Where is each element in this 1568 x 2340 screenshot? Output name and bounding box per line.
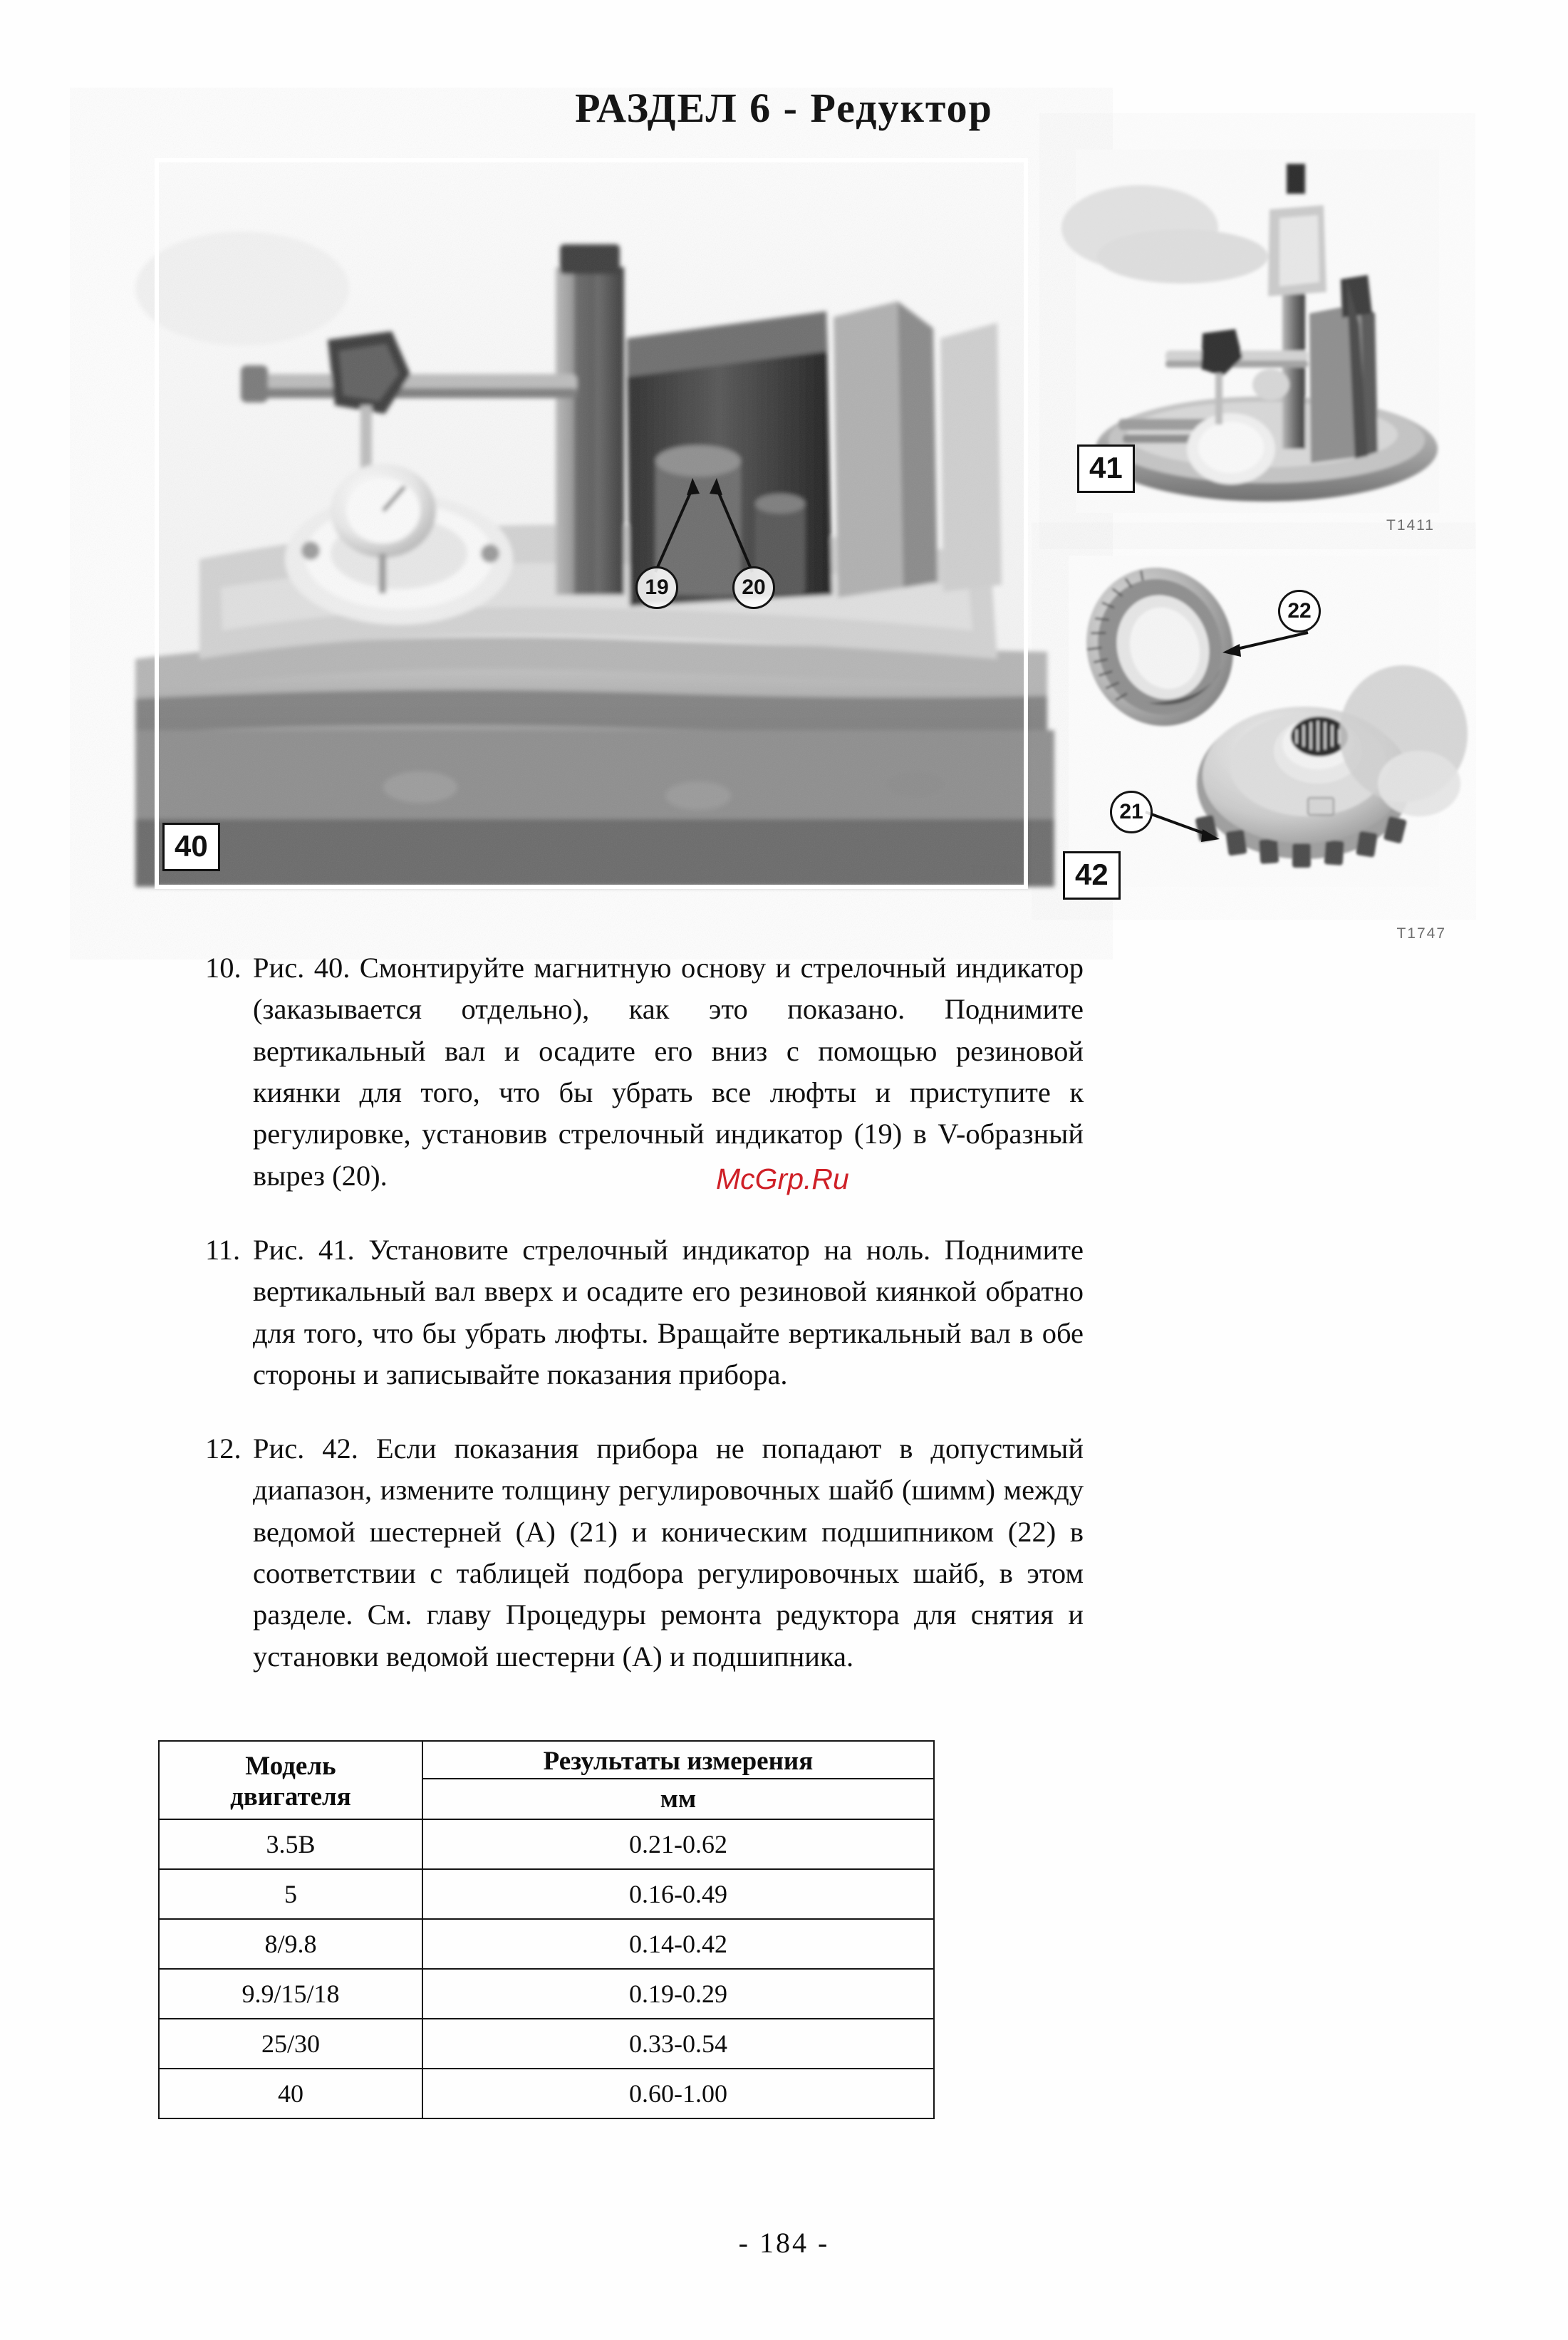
figure-40 [157, 160, 1026, 887]
table-header-model [159, 1741, 422, 1819]
step-10 [0, 947, 1568, 1197]
shim-selection-table [158, 1740, 935, 2119]
figure-42-callout-22: 22 [1278, 590, 1321, 633]
figure-41 [1076, 150, 1439, 534]
figure-40-leader-lines [613, 467, 798, 581]
cell-value: 0.33-0.54 [422, 2019, 934, 2069]
figure-42-photo [1069, 556, 1439, 887]
cell-model: 3.5В [159, 1819, 422, 1869]
table-header-unit: мм [422, 1779, 934, 1819]
table-row [159, 2069, 934, 2118]
table-row [159, 1869, 934, 1919]
step-12-text: Если показания прибора не попадают в допустимый диапазон, измените толщину регулировочных шайб (шимм) между ведомой шестерней (А) (21) и коническим подшипником (22) в соответствии с таблицей подбора регулировочных шайб, в этом разделе. См. главу Процедуры ремонта редуктора для снятия и установки ведомой шестерни (А) и подшипника. [253, 1432, 1084, 1673]
cell-value: 0.60-1.00 [422, 2069, 934, 2118]
figure-40-number: 40 [162, 823, 220, 871]
cell-model: 25/30 [159, 2019, 422, 2069]
step-12-number: 12. [205, 1432, 242, 1465]
figure-40-photo [157, 160, 1026, 887]
step-12 [0, 1428, 1568, 1678]
table-row [159, 2019, 934, 2069]
table-header-model-line1: Модель [245, 1752, 336, 1781]
figure-42-leader-21 [1140, 798, 1232, 855]
page-number: - 184 - [738, 2227, 830, 2259]
figure-40-callout-20: 20 [732, 566, 775, 609]
step-11-number: 11. [205, 1233, 241, 1266]
figure-42-number: 42 [1063, 851, 1121, 900]
figure-42 [1069, 556, 1446, 942]
figure-42-code: T1747 [1396, 925, 1446, 942]
cell-value: 0.16-0.49 [422, 1869, 934, 1919]
cell-model: 9.9/15/18 [159, 1969, 422, 2019]
table-row [159, 1819, 934, 1869]
figure-block [142, 160, 1446, 951]
step-10-number: 10. [205, 952, 242, 984]
figure-40-code: T1746 [969, 863, 1019, 879]
table-row [159, 1919, 934, 1969]
figure-41-number: 41 [1077, 444, 1135, 493]
step-10-text: Смонтируйте магнитную основу и стрелочный индикатор (заказывается отдельно), как это показано. Поднимите вертикальный вал и осадите его вниз с помощью резиновой киянки для того, что бы убрать все люфты и приступите к регулировке, установив стрелочный индикатор (19) в V-образный вырез (20). [253, 952, 1084, 1192]
step-10-figure-ref: Рис. 40. [253, 952, 351, 984]
cell-model: 8/9.8 [159, 1919, 422, 1969]
figure-41-code: T1411 [1386, 517, 1435, 534]
watermark: McGrp.Ru [716, 1163, 849, 1195]
page-title: РАЗДЕЛ 6 - Редуктор [575, 85, 993, 131]
step-11-text: Установите стрелочный индикатор на ноль. Поднимите вертикальный вал вверх и осадите его резиновой киянкой обратно для того, что бы убрать люфты. Вращайте вертикальный вал в обе стороны и записывайте показания прибора. [253, 1233, 1084, 1390]
cell-value: 0.14-0.42 [422, 1919, 934, 1969]
cell-value: 0.21-0.62 [422, 1819, 934, 1869]
step-11-figure-ref: Рис. 41. [253, 1233, 355, 1266]
cell-model: 40 [159, 2069, 422, 2118]
step-11 [0, 1229, 1568, 1395]
cell-model: 5 [159, 1869, 422, 1919]
table-header-model-line2: двигателя [230, 1782, 351, 1811]
figure-40-callout-19: 19 [635, 566, 678, 609]
instruction-list [0, 947, 1568, 1710]
figure-42-callout-21: 21 [1110, 791, 1153, 833]
table-body [159, 1819, 934, 2118]
step-12-figure-ref: Рис. 42. [253, 1432, 358, 1465]
cell-value: 0.19-0.29 [422, 1969, 934, 2019]
table-row [159, 1969, 934, 2019]
table-header-results: Результаты измерения [422, 1741, 934, 1779]
